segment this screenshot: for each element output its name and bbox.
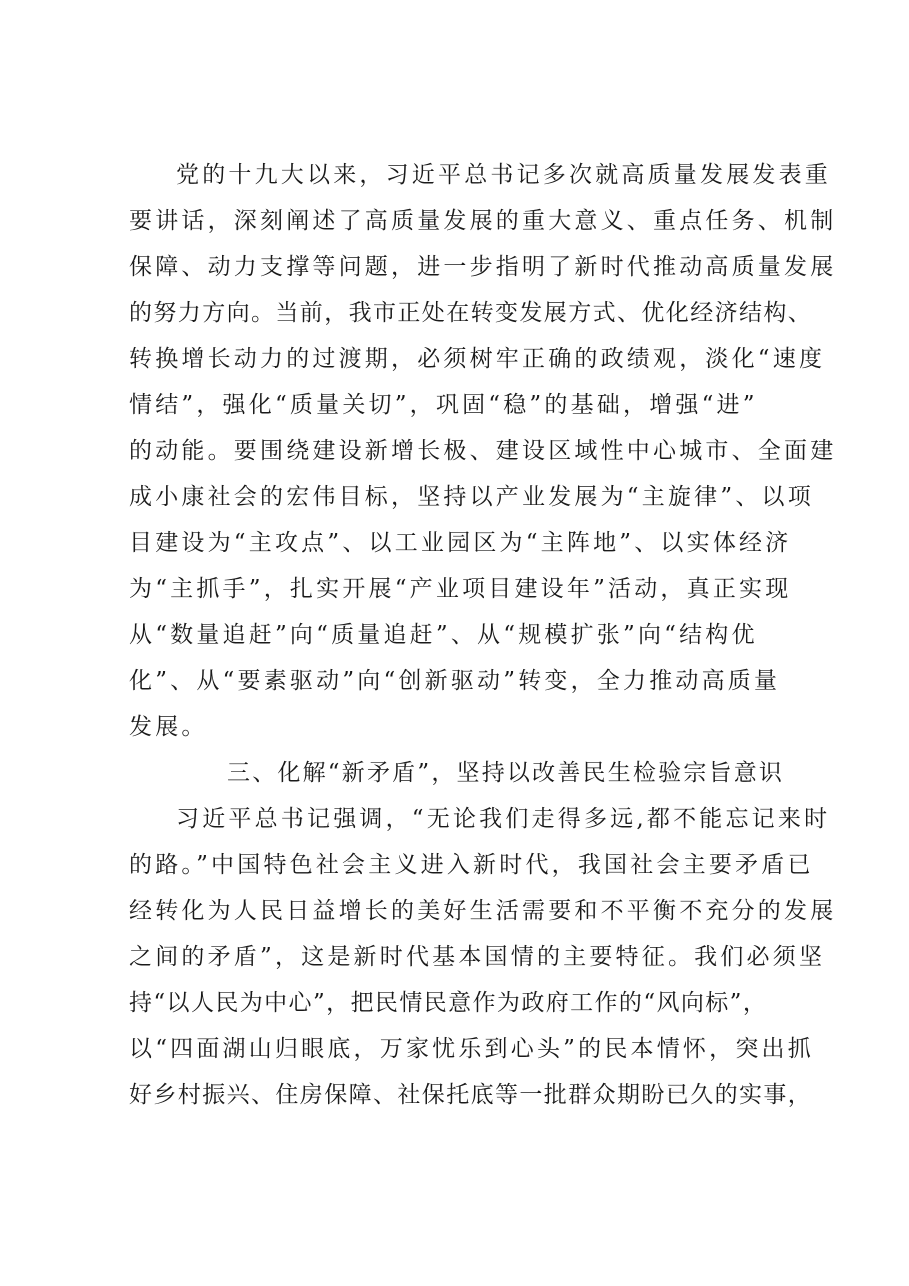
paragraph-2-line-3: 经转化为人民日益增长的美好生活需要和不平衡不充分的发展 (129, 898, 837, 924)
paragraph-2-line-7: 好乡村振兴、住房保障、社保托底等一批群众期盼已久的实事， (129, 1082, 813, 1108)
paragraph-1-line-11: 从“数量追赶”向“质量追赶”、从“规模扩张”向“结构优 (129, 622, 758, 648)
paragraph-2-line-5: 持“以人民为中心”，把民情民意作为政府工作的“风向标”， (129, 990, 768, 1016)
paragraph-1-line-7: 的动能。要围绕建设新增长极、建设区域性中心城市、全面建 (129, 438, 837, 464)
paragraph-2-line-4: 之间的矛盾”，这是新时代基本国情的主要特征。我们必须坚 (129, 944, 826, 970)
paragraph-1-line-10: 为“主抓手”，扎实开展“产业项目建设年”活动，真正实现 (129, 576, 792, 602)
paragraph-1-line-5: 转换增长动力的过渡期，必须树牢正确的政绩观，淡化“速度 (129, 346, 826, 372)
paragraph-2-line-1: 习近平总书记强调，“无论我们走得多远,都不能忘记来时 (176, 806, 831, 832)
paragraph-1-line-1: 党的十九大以来，习近平总书记多次就高质量发展发表重 (176, 162, 831, 188)
paragraph-1-line-9: 目建设为“主攻点”、以工业园区为“主阵地”、以实体经济 (129, 530, 792, 556)
paragraph-1-line-13: 发展。 (129, 714, 208, 740)
paragraph-1-line-12: 化”、从“要素驱动”向“创新驱动”转变，全力推动高质量 (129, 668, 781, 694)
paragraph-1-line-4: 的努力方向。当前，我市正处在转变发展方式、优化经济结构、 (129, 300, 813, 326)
paragraph-1-line-6: 情结”，强化“质量关切”，巩固“稳”的基础，增强“进” (129, 392, 758, 418)
paragraph-1-line-3: 保障、动力支撑等问题，进一步指明了新时代推动高质量发展 (129, 254, 837, 280)
section-heading: 三、化解“新矛盾”，坚持以改善民生检验宗旨意识 (227, 760, 785, 786)
paragraph-2-line-2: 的路。”中国特色社会主义进入新时代，我国社会主要矛盾已 (129, 852, 814, 878)
paragraph-1-line-8: 成小康社会的宏伟目标，坚持以产业发展为“主旋律”、以项 (129, 484, 814, 510)
paragraph-1-line-2: 要讲话，深刻阐述了高质量发展的重大意义、重点任务、机制 (129, 208, 837, 234)
paragraph-2-line-6: 以“四面湖山归眼底，万家忧乐到心头”的民本情怀，突出抓 (129, 1036, 814, 1062)
